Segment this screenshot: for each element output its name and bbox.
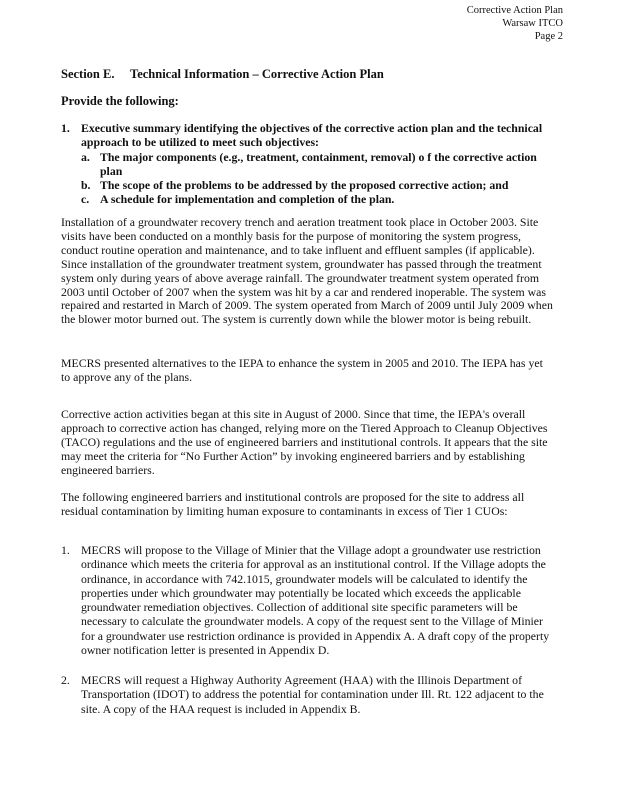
subitem-text: The major components (e.g., treatment, containment, removal) o f the corrective action plan: [100, 149, 537, 178]
paragraph-installation: Installation of a groundwater recovery trench and aeration treatment took place in October 2003. Site visits have been conducted on a monthly basis for the purpose of monitoring the system progress, conduct routine operation and maintenance, and to take influent and effluent samples (if applicable). Since installation of the groundwater treatment system, groundwater has passed through the treatment system only during years of above average rainfall. The groundwater treatment system operated from 2003 until October of 2007 when the system was hit by a car and rendered inoperable. The system was repaired and restarted in March of 2009. The system operated from March of 2009 until July 2009 when the blower motor burned out. The system is currently down while the blower motor is being rebuilt.: [61, 215, 553, 327]
header-page-number: Page 2: [534, 31, 563, 42]
proposal-item: [61, 673, 553, 716]
paragraph-alternatives: MECRS presented alternatives to the IEPA to enhance the system in 2005 and 2010. The IEPA has yet to approve any of the plans.: [61, 356, 543, 384]
requirement-subitem: [61, 150, 546, 179]
requirements-list: [61, 121, 546, 207]
subitem-text: A schedule for implementation and completion of the plan.: [100, 192, 395, 207]
requirement-subitem: [61, 178, 546, 192]
section-label: Section E.: [61, 67, 115, 81]
paragraph-proposed-controls: The following engineered barriers and institutional controls are proposed for the site to address all residual contamination by limiting human exposure to contaminants in excess of Tier 1 CUOs:: [61, 490, 525, 518]
section-heading: [61, 67, 384, 82]
requirement-subitem: [61, 192, 546, 206]
proposal-text: MECRS will propose to the Village of Minier that the Village adopt a groundwater use restriction ordinance which meets the criteria for approval as an institutional control. If the Village adopts the ordinance, in accordance with 742.1015, groundwater models will be calculated to identify the properties under which groundwater may potentially be located which exceeds the applicable groundwater remediation objectives. Collection of additional site specific parameters will be necessary to calculate the groundwater models. A copy of the request sent to the Village of Minier for a groundwater use restriction ordinance is provided in Appendix A. A draft copy of the property owner notification letter is presented in Appendix D.: [81, 543, 550, 658]
proposal-number: 2.: [61, 673, 70, 687]
requirement-text: Executive summary identifying the objectives of the corrective action plan and the technical approach to be utilized to meet such objectives:: [81, 121, 543, 150]
proposal-number: 1.: [61, 543, 70, 557]
header-site-name: Warsaw ITCO: [502, 18, 563, 29]
proposal-item: [61, 543, 553, 657]
provide-heading: Provide the following:: [61, 94, 179, 108]
paragraph-corrective-history: Corrective action activities began at this site in August of 2000. Since that time, the IEPA's overall approach to corrective action has changed, relying more on the Tiered Approach to Cleanup Objectives (TACO) regulations and the use of engineered barriers and institutional controls. It appears that the site may meet the criteria for “No Further Action” by invoking engineered barriers and by establishing engineered barriers.: [61, 407, 548, 477]
header-doc-title: Corrective Action Plan: [466, 5, 563, 16]
requirement-item: [61, 121, 546, 150]
subitem-letter: b.: [81, 178, 91, 193]
page-header: [467, 4, 563, 43]
subitem-letter: c.: [81, 192, 90, 207]
section-title: Technical Information – Corrective Action Plan: [130, 67, 384, 81]
subitem-letter: a.: [81, 149, 90, 164]
proposal-text: MECRS will request a Highway Authority Agreement (HAA) with the Illinois Department of Transportation (IDOT) to address the potential for contamination under Ill. Rt. 122 adjacent to the site. A copy of the HAA request is included in Appendix B.: [81, 673, 544, 716]
subitem-text: The scope of the problems to be addressed by the proposed corrective action; and: [100, 178, 509, 193]
requirement-number: 1.: [61, 121, 70, 135]
